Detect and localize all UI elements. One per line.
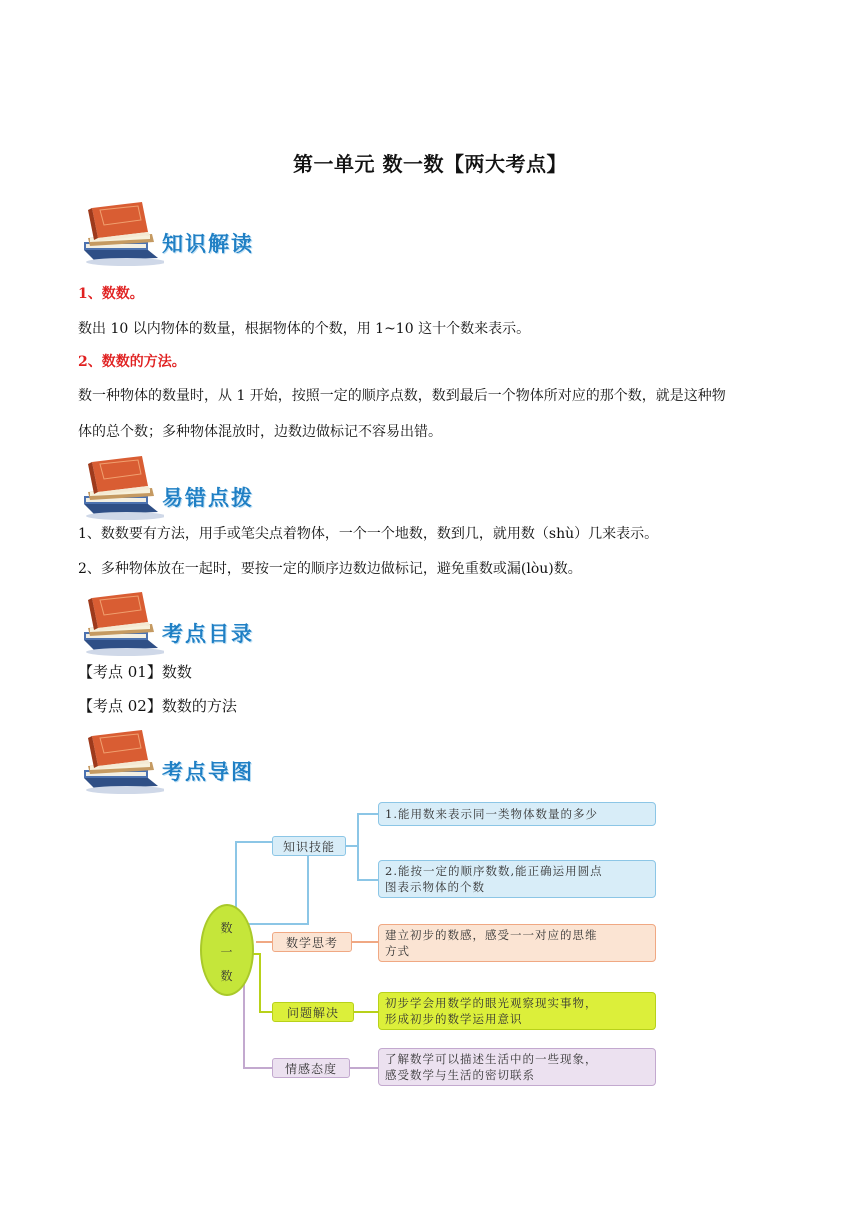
category-problem-solving: 问题解决 <box>272 1002 354 1022</box>
knowledge-text-2b: 体的总个数；多种物体混放时，边数边做标记不容易出错。 <box>78 424 442 440</box>
section-header-knowledge <box>78 198 318 268</box>
section-title: 考点目录 <box>162 621 254 646</box>
root-char: 一 <box>220 945 234 959</box>
catalog-item-2: 【考点 02】数数的方法 <box>78 697 237 715</box>
section-title: 考点导图 <box>162 759 254 784</box>
leaf-skills-2 <box>378 860 656 898</box>
root-char: 数 <box>220 921 234 935</box>
section-title: 易错点拨 <box>162 485 254 510</box>
books-icon <box>78 588 164 658</box>
leaf-line: 建立初步的数感，感受一一对应的思维 <box>385 928 598 942</box>
category-skills: 知识技能 <box>272 836 346 856</box>
books-icon <box>78 726 164 796</box>
leaf-line: 形成初步的数学运用意识 <box>385 1012 523 1026</box>
leaf-line: 方式 <box>385 944 410 958</box>
section-header-mindmap <box>78 726 318 796</box>
leaf-problem-solving <box>378 992 656 1030</box>
leaf-attitude <box>378 1048 656 1086</box>
leaf-skills-1: 1.能用数来表示同一类物体数量的多少 <box>378 802 656 826</box>
books-icon <box>78 198 164 268</box>
knowledge-text-1: 数出 10 以内物体的数量，根据物体的个数，用 1~10 这十个数来表示。 <box>78 321 531 337</box>
leaf-line: 初步学会用数学的眼光观察现实事物， <box>385 996 598 1010</box>
page-title: 第一单元 数一数【两大考点】 <box>293 152 567 176</box>
mind-map-root <box>200 904 254 996</box>
leaf-thinking <box>378 924 656 962</box>
knowledge-heading-2: 2、数数的方法。 <box>78 354 186 370</box>
books-icon <box>78 452 164 522</box>
root-char: 数 <box>220 969 234 983</box>
section-header-tips <box>78 452 318 522</box>
leaf-line: 感受数学与生活的密切联系 <box>385 1068 535 1082</box>
tip-2: 2、多种物体放在一起时，要按一定的顺序边数边做标记，避免重数或漏(lòu)数。 <box>78 561 582 577</box>
catalog-item-1: 【考点 01】数数 <box>78 663 192 681</box>
section-header-catalog <box>78 588 318 658</box>
category-thinking: 数学思考 <box>272 932 352 952</box>
leaf-line: 了解数学可以描述生活中的一些现象， <box>385 1052 598 1066</box>
mind-map <box>196 796 660 1086</box>
tip-1: 1、数数要有方法，用手或笔尖点着物体，一个一个地数，数到几，就用数（shù）几来表示。 <box>78 526 659 542</box>
category-attitude: 情感态度 <box>272 1058 350 1078</box>
knowledge-text-2a: 数一种物体的数量时，从 1 开始，按照一定的顺序点数，数到最后一个物体所对应的那个数，就是这种物 <box>78 388 726 404</box>
knowledge-heading-1: 1、数数。 <box>78 286 144 302</box>
leaf-line: 2.能按一定的顺序数数,能正确运用圆点 <box>385 864 603 878</box>
section-title: 知识解读 <box>162 231 254 256</box>
leaf-line: 图表示物体的个数 <box>385 880 485 894</box>
